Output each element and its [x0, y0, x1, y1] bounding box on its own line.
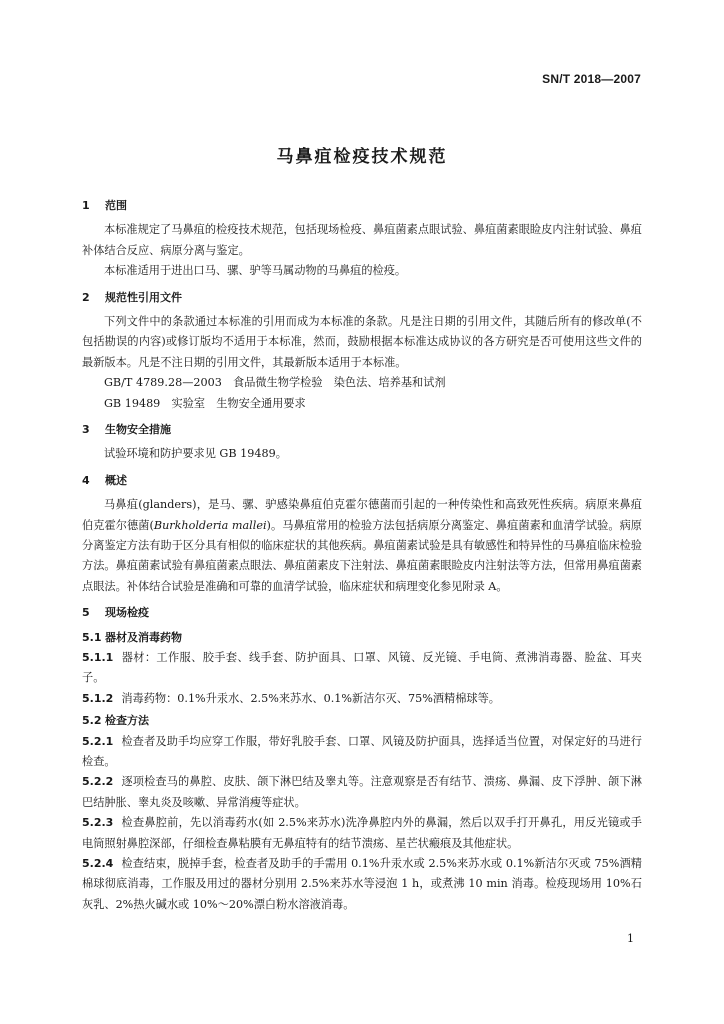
section-heading-overview: 4 概述 — [82, 473, 127, 487]
clause: 5.1.2 消毒药物：0.1%升汞水、2.5%来苏水、0.1%新洁尔灭、75%酒精棉球等。 — [82, 691, 500, 705]
clause: 5.2.2 逐项检查马的鼻腔、皮肤、颌下淋巴结及睾丸等。注意观察是否有结节、溃疡、鼻漏、皮下浮肿、颌下淋巴结肿胀、睾丸炎及咳嗽、异常消瘦等症状。 — [82, 775, 642, 809]
standard-code: SN/T 2018—2007 — [542, 72, 641, 86]
paragraph: 本标准规定了马鼻疽的检疫技术规范，包括现场检疫、鼻疽菌素点眼试验、鼻疽菌素眼睑皮内注射试验、鼻疽补体结合反应、病原分离与鉴定。 — [82, 223, 642, 257]
clause: 5.2.3 检查鼻腔前，先以消毒药水(如 2.5%来苏水)洗净鼻腔内外的鼻漏，然后以双手打开鼻孔，用反光镜或手电筒照射鼻腔深部，仔细检查鼻粘膜有无鼻疽特有的结节溃疡、星芒状瘢痕及其他症状。 — [82, 816, 642, 850]
section-heading-scope: 1 范围 — [82, 199, 127, 212]
subsection-heading-equipment: 5.1 器材及消毒药物 — [82, 630, 182, 644]
subsection-heading-methods: 5.2 检查方法 — [82, 714, 149, 728]
document-title: 马鼻疽检疫技术规范 — [276, 147, 448, 167]
clause: 5.2.4 检查结束，脱掉手套，检查者及助手的手需用 0.1%升汞水或 2.5%来苏水或 0.1%新洁尔灭或 75%酒精棉球彻底消毒，工作服及用过的器材分别用 2.5%来苏水等浸泡 1 h，或煮沸 10 min 消毒。检疫现场用 10%石灰乳、2%热火碱水或 10%～20%漂白粉水溶液消毒。 — [82, 857, 642, 911]
section-heading-biosafety: 3 生物安全措施 — [82, 423, 171, 437]
paragraph: 试验环境和防护要求见 GB 19489。 — [104, 447, 287, 461]
reference-item: GB/T 4789.28—2003 食品微生物学检验 染色法、培养基和试剂 — [104, 376, 446, 390]
section-heading-field-quarantine: 5 现场检疫 — [82, 606, 149, 620]
clause: 5.2.1 检查者及助手均应穿工作服，带好乳胶手套、口罩、风镜及防护面具，选择适当位置，对保定好的马进行检查。 — [82, 734, 642, 769]
latin-name: Burkholderia mallei — [153, 518, 267, 532]
paragraph: 下列文件中的条款通过本标准的引用而成为本标准的条款。凡是注日期的引用文件，其随后所有的修改单(不包括勘误的内容)或修订版均不适用于本标准，然而，鼓励根据本标准达成协议的各方研究是否可使用这些文件的最新版本。凡是不注日期的引用文件，其最新版本适用于本标准。 — [82, 315, 642, 369]
paragraph: 马鼻疽(glanders)，是马、骡、驴感染鼻疽伯克霍尔德菌而引起的一种传染性和高致死性疾病。病原来鼻疽伯克霍尔德菌(Burkholderia mallei)。马鼻疽常用的检验方法包括病原分离鉴定、鼻疽菌素和血清学试验。病原分离鉴定方法有助于区分具有相似的临床症状的其他疾病。鼻疽菌素试验是具有敏感性和特异性的马鼻疽临床检验方法。鼻疽菌素试验有鼻疽菌素点眼法、鼻疽菌素皮下注射法、鼻疽菌素眼睑皮内注射法等方法，但常用鼻疽菌素点眼法。补体结合试验是准确和可靠的血清学试验，临床症状和病理变化参见附录 A。 — [82, 498, 642, 593]
reference-item: GB 19489 实验室 生物安全通用要求 — [104, 396, 306, 410]
document-body — [82, 196, 642, 915]
section-heading-normative-references: 2 规范性引用文件 — [82, 290, 182, 304]
clause: 5.1.1 器材：工作服、胶手套、线手套、防护面具、口罩、风镜、反光镜、手电筒、煮沸消毒器、脸盆、耳夹子。 — [82, 651, 642, 685]
page-number: 1 — [627, 932, 634, 945]
paragraph: 本标准适用于进出口马、骡、驴等马属动物的马鼻疽的检疫。 — [104, 264, 407, 278]
